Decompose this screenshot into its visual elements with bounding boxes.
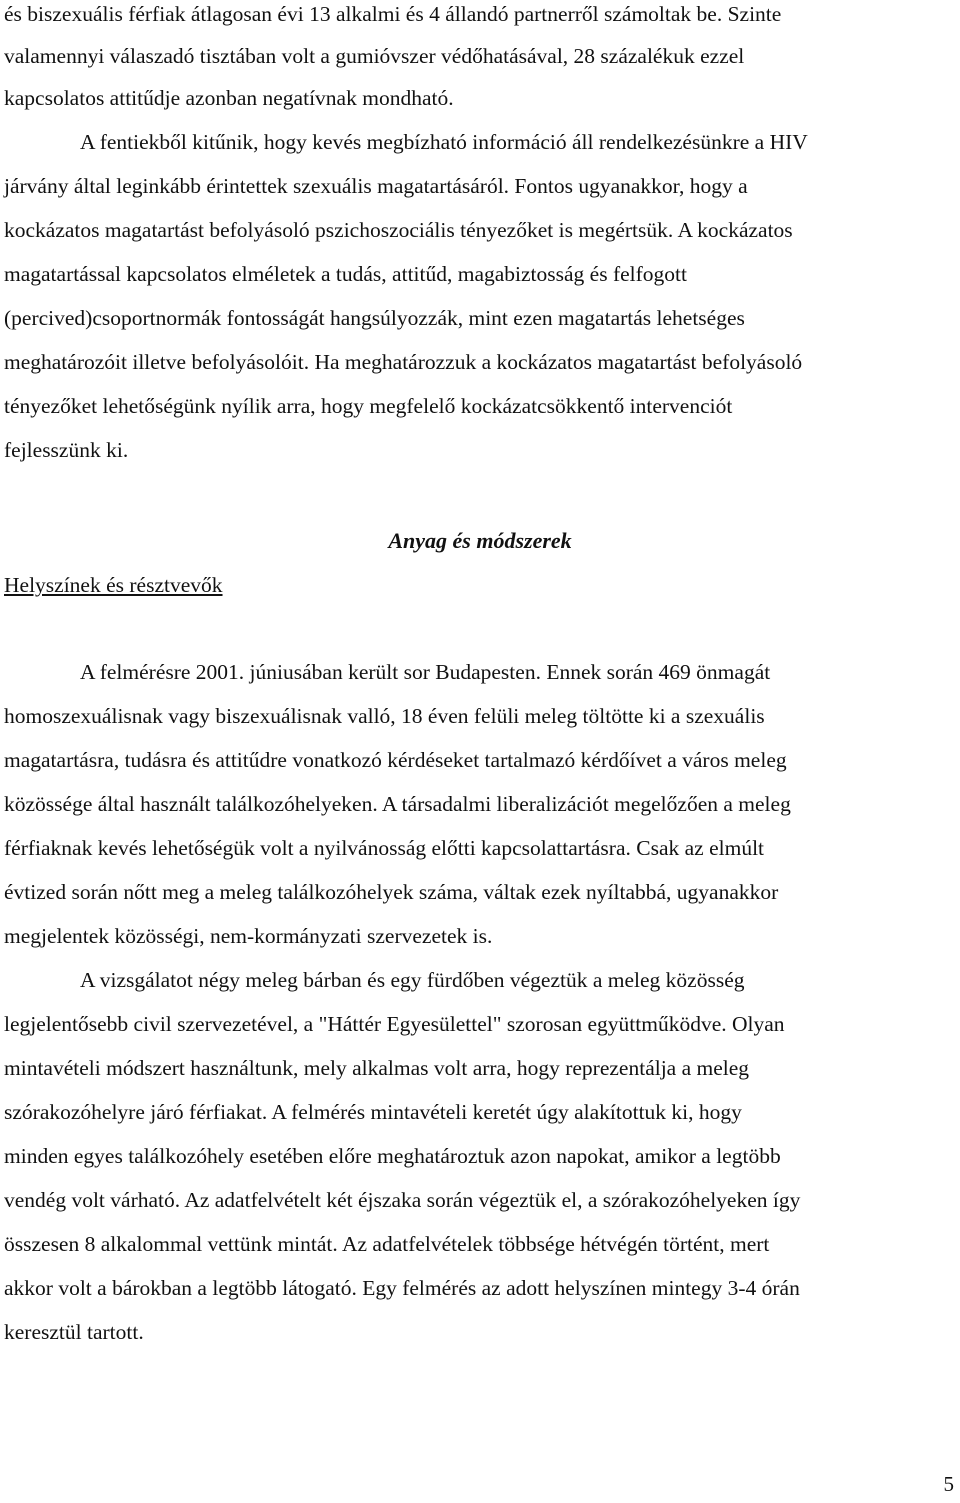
- text-line: homoszexuálisnak vagy biszexuálisnak valló, 18 éven felüli meleg töltötte ki a szexuális: [4, 704, 765, 728]
- text-line: összesen 8 alkalommal vettünk mintát. Az adatfelvételek többsége hétvégén történt, mert: [4, 1232, 770, 1256]
- text-line: A felmérésre 2001. júniusában került sor Budapesten. Ennek során 469 önmagát: [80, 660, 771, 684]
- text-line: A vizsgálatot négy meleg bárban és egy fürdőben végeztük a meleg közösség: [80, 968, 745, 992]
- text-line: meghatározóit illetve befolyásolóit. Ha meghatározzuk a kockázatos magatartást befolyásoló: [4, 350, 803, 374]
- text-line: évtized során nőtt meg a meleg találkozóhelyek száma, váltak ezek nyíltabbá, ugyanakkor: [4, 880, 779, 904]
- text-line: tényezőket lehetőségünk nyílik arra, hogy megfelelő kockázatcsökkentő intervenciót: [4, 394, 733, 418]
- text-line: A fentiekből kitűnik, hogy kevés megbízható információ áll rendelkezésünkre a HIV: [80, 130, 808, 154]
- text-line: valamennyi válaszadó tisztában volt a gumióvszer védőhatásával, 28 százalékuk ezzel: [4, 44, 745, 68]
- text-line: járvány által leginkább érintettek szexuális magatartásáról. Fontos ugyanakkor, hogy a: [4, 174, 748, 198]
- text-line: megjelentek közösségi, nem-kormányzati szervezetek is.: [4, 924, 493, 948]
- text-line: közössége által használt találkozóhelyeken. A társadalmi liberalizációt megelőzően a meleg: [4, 792, 791, 816]
- text-line: (percived)csoportnormák fontosságát hangsúlyozzák, mint ezen magatartás lehetséges: [4, 306, 745, 330]
- text-line: szórakozóhelyre járó férfiakat. A felmérés mintavételi keretét úgy alakítottuk ki, hogy: [4, 1100, 742, 1124]
- text-line: keresztül tartott.: [4, 1320, 144, 1344]
- text-line: férfiaknak kevés lehetőségük volt a nyilvánosság előtti kapcsolattartásra. Csak az elmúlt: [4, 836, 765, 860]
- text-line: vendég volt várható. Az adatfelvételt két éjszaka során végeztük el, a szórakozóhelyeken így: [4, 1188, 801, 1212]
- text-line: akkor volt a bárokban a legtöbb látogató. Egy felmérés az adott helyszínen mintegy 3-4 órán: [4, 1276, 800, 1300]
- text-line: fejlesszünk ki.: [4, 438, 129, 462]
- text-line: kapcsolatos attitűdje azonban negatívnak mondható.: [4, 86, 454, 110]
- text-line: minden egyes találkozóhely esetében előre meghatároztuk azon napokat, amikor a legtöbb: [4, 1144, 781, 1168]
- subsection-heading: Helyszínek és résztvevők: [4, 573, 223, 597]
- page-number: 5: [943, 1472, 954, 1496]
- text-line: magatartással kapcsolatos elméletek a tudás, attitűd, magabiztosság és felfogott: [4, 262, 688, 286]
- text-line: magatartásra, tudásra és attitűdre vonatkozó kérdéseket tartalmazó kérdőívet a város meleg: [4, 748, 787, 772]
- text-line: és biszexuális férfiak átlagosan évi 13 alkalmi és 4 állandó partnerről számoltak be. Szinte: [4, 2, 782, 26]
- text-line: legjelentősebb civil szervezetével, a "Háttér Egyesülettel" szorosan együttműködve. Olyan: [4, 1012, 785, 1036]
- section-title: Anyag és módszerek: [388, 528, 572, 553]
- text-line: kockázatos magatartást befolyásoló pszichoszociális tényezőket is megértsük. A kockázatos: [4, 218, 793, 242]
- text-line: mintavételi módszert használtunk, mely alkalmas volt arra, hogy reprezentálja a meleg: [4, 1056, 750, 1080]
